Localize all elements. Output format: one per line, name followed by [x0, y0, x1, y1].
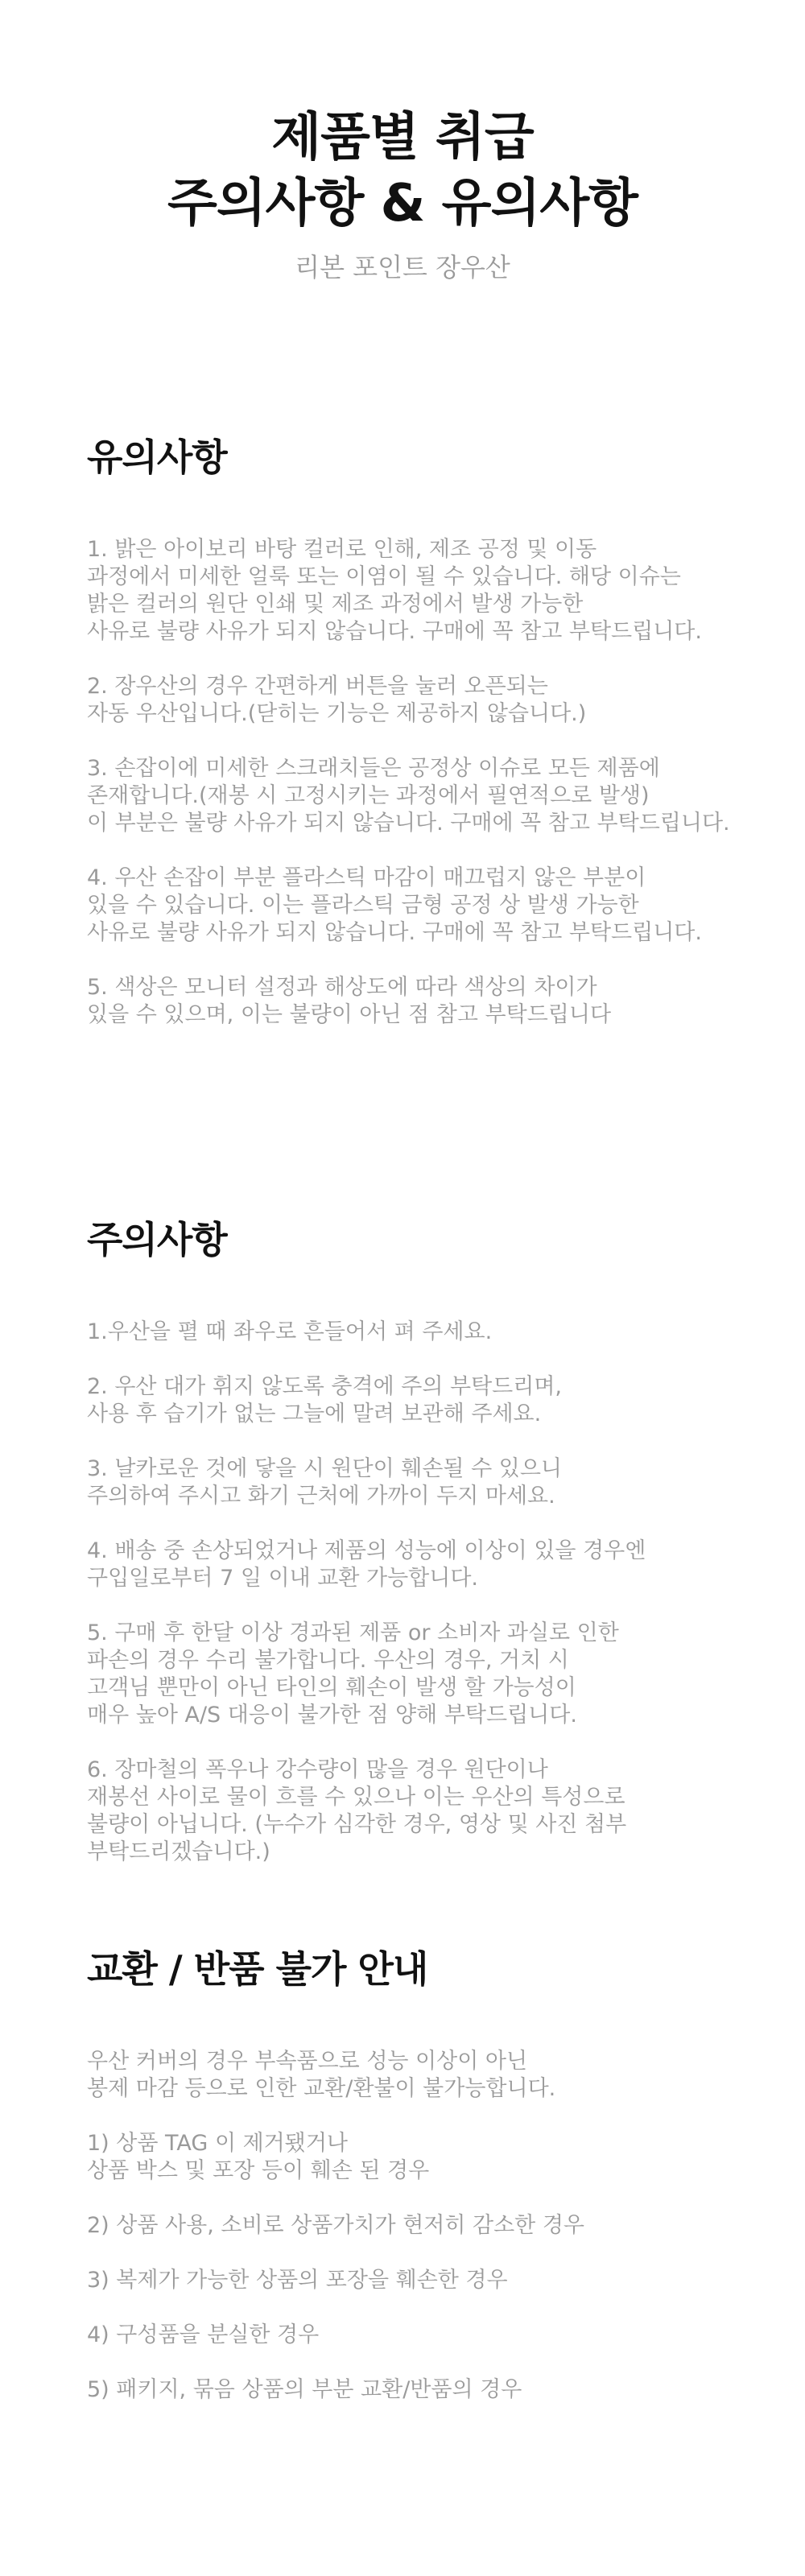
list-item-line: 상품 박스 및 포장 등이 훼손 된 경우 [87, 2158, 430, 2183]
list-item-line: 존재합니다.(재봉 시 고정시키는 과정에서 필연적으로 발생) [87, 783, 650, 808]
list-item-line: 3. 날카로운 것에 닿을 시 원단이 훼손될 수 있으니 [87, 1456, 562, 1481]
list-item-line: 2. 우산 대가 휘지 않도록 충격에 주의 부탁드리며, [87, 1374, 562, 1399]
list-item-line: 사용 후 습기가 없는 그늘에 말려 보관해 주세요. [87, 1402, 542, 1426]
list-item-line: 봉제 마감 등으로 인한 교환/환불이 불가능합니다. [87, 2076, 556, 2101]
list-item-line: 자동 우산입니다.(닫히는 기능은 제공하지 않습니다.) [87, 701, 587, 726]
list-item [87, 1455, 763, 1510]
list-item-line: 4. 우산 손잡이 부분 플라스틱 마감이 매끄럽지 않은 부분이 [87, 865, 646, 890]
list-item-line: 고객님 뿐만이 아닌 타인의 훼손이 발생 할 가능성이 [87, 1675, 576, 1700]
list-item [87, 974, 763, 1029]
list-item [87, 2130, 763, 2185]
list-item-line: 부탁드리겠습니다.) [87, 1839, 270, 1864]
exchange-title: 교환 / 반품 불가 안내 [87, 1947, 428, 1991]
notes-section [87, 435, 763, 1056]
list-item [87, 865, 763, 947]
list-item [87, 2267, 763, 2294]
list-item [87, 2048, 763, 2103]
list-item-line: 밝은 컬러의 원단 인쇄 및 제조 과정에서 발생 가능한 [87, 592, 584, 617]
list-item-line: 재봉선 사이로 물이 흐를 수 있으나 이는 우산의 특성으로 [87, 1785, 625, 1810]
list-item [87, 1620, 763, 1729]
list-item-line: 사유로 불량 사유가 되지 않습니다. 구매에 꼭 참고 부탁드립니다. [87, 920, 702, 945]
list-item [87, 673, 763, 728]
list-item-line: 사유로 불량 사유가 되지 않습니다. 구매에 꼭 참고 부탁드립니다. [87, 619, 702, 644]
list-item-line: 3. 손잡이에 미세한 스크래치들은 공정상 이슈로 모든 제품에 [87, 756, 660, 781]
list-item-line: 5. 구매 후 한달 이상 경과된 제품 or 소비자 과실로 인한 [87, 1620, 619, 1645]
caution-list [87, 1319, 763, 1866]
list-item-line: 5. 색상은 모니터 설정과 해상도에 따라 색상의 차이가 [87, 975, 597, 1000]
list-item [87, 536, 763, 646]
list-item [87, 2376, 763, 2404]
list-item [87, 2322, 763, 2349]
list-item-line: 3) 복제가 가능한 상품의 포장을 훼손한 경우 [87, 2268, 508, 2293]
list-item-line: 불량이 아닙니다. (누수가 심각한 경우, 영상 및 사진 첨부 [87, 1812, 627, 1837]
list-item-line: 과정에서 미세한 얼룩 또는 이염이 될 수 있습니다. 해당 이슈는 [87, 564, 681, 589]
list-item-line: 우산 커버의 경우 부속품으로 성능 이상이 아닌 [87, 2049, 528, 2074]
list-item-line: 매우 높아 A/S 대응이 불가한 점 양해 부탁드립니다. [87, 1703, 577, 1728]
list-item [87, 1538, 763, 1592]
page-title-line-1: 제품별 취급 [271, 108, 534, 167]
list-item-line: 2. 장우산의 경우 간편하게 버튼을 눌러 오픈되는 [87, 674, 548, 699]
list-item-line: 4. 배송 중 손상되었거나 제품의 성능에 이상이 있을 경우엔 [87, 1538, 646, 1563]
page-header [0, 105, 805, 283]
list-item-line: 1. 밝은 아이보리 바탕 컬러로 인해, 제조 공정 및 이동 [87, 537, 597, 562]
page-subtitle: 리본 포인트 장우산 [295, 252, 510, 283]
exchange-list [87, 2048, 763, 2404]
notes-title: 유의사항 [87, 436, 227, 479]
list-item-line: 4) 구성품을 분실한 경우 [87, 2322, 320, 2347]
page-title-line-2: 주의사항 & 유의사항 [167, 174, 638, 233]
list-item-line: 파손의 경우 수리 불가합니다. 우산의 경우, 거치 시 [87, 1648, 569, 1673]
list-item-line: 주의하여 주시고 화기 근처에 가까이 두지 마세요. [87, 1484, 555, 1509]
list-item [87, 755, 763, 837]
list-item-line: 있을 수 있습니다. 이는 플라스틱 금형 공정 상 발생 가능한 [87, 893, 639, 918]
notes-list [87, 536, 763, 1029]
caution-title: 주의사항 [87, 1218, 227, 1261]
list-item [87, 1373, 763, 1428]
list-item-line: 구입일로부터 7 일 이내 교환 가능합니다. [87, 1566, 478, 1591]
list-item [87, 1319, 763, 1346]
caution-section [87, 1217, 763, 1893]
list-item-line: 1.우산을 펼 때 좌우로 흔들어서 펴 주세요. [87, 1319, 493, 1344]
exchange-section [87, 1946, 763, 2431]
list-item-line: 5) 패키지, 묶음 상품의 부분 교환/반품의 경우 [87, 2377, 522, 2402]
list-item-line: 2) 상품 사용, 소비로 상품가치가 현저히 감소한 경우 [87, 2213, 585, 2238]
list-item-line: 있을 수 있으며, 이는 불량이 아닌 점 참고 부탁드립니다 [87, 1002, 612, 1027]
list-item [87, 1757, 763, 1866]
list-item [87, 2212, 763, 2240]
list-item-line: 1) 상품 TAG 이 제거됐거나 [87, 2131, 349, 2156]
list-item-line: 6. 장마철의 폭우나 강수량이 많을 경우 원단이나 [87, 1757, 548, 1782]
list-item-line: 이 부분은 불량 사유가 되지 않습니다. 구매에 꼭 참고 부탁드립니다. [87, 811, 730, 836]
